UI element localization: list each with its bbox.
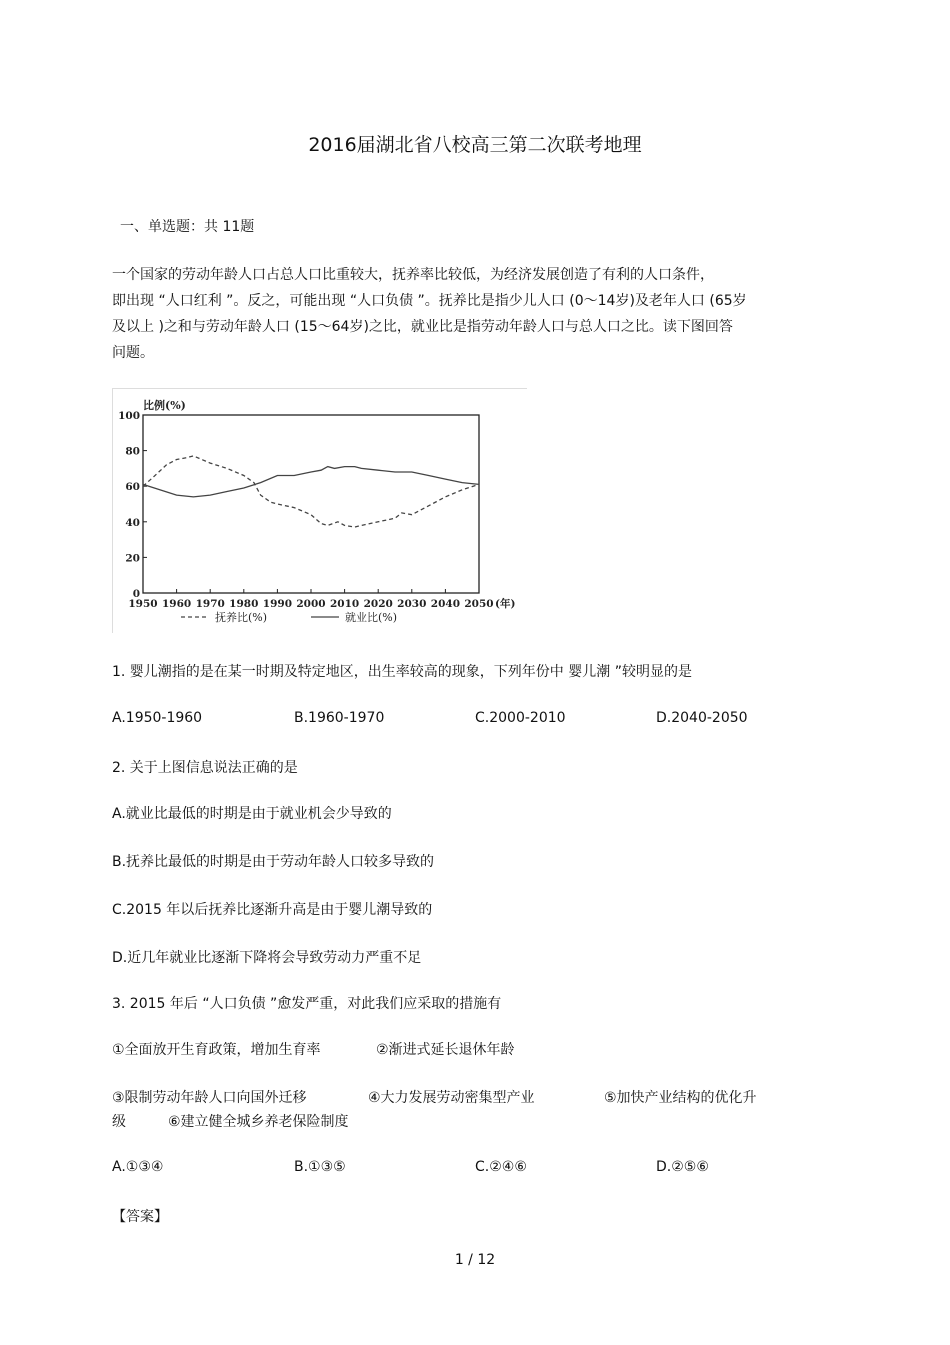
y-axis-label: 比例(%) [143,399,186,412]
y-tick-label: 20 [125,552,140,565]
q3-item-5: ⑤加快产业结构的优化升 [604,1090,757,1106]
x-tick-label: 2000 [296,598,326,610]
page-number: 1 / 12 [454,1252,496,1268]
q3-option-c: C.②④⑥ [475,1159,527,1175]
x-tick-label: 2030 [397,598,427,610]
document-title: 2016届湖北省八校高三第二次联考地理 [308,134,642,156]
section-heading: 一、单选题：共 11题 [120,219,255,235]
q3-item-5-cont: 级 [112,1114,126,1130]
legend-label-2: 就业比(%) [345,611,398,624]
x-axis-label: (年) [495,598,516,610]
x-tick-label: 1970 [195,598,225,610]
y-tick-label: 0 [132,588,140,600]
x-tick-label: 1980 [229,598,259,610]
q3-item-4: ④大力发展劳动密集型产业 [368,1090,535,1106]
x-tick-label: 2020 [363,598,393,610]
x-tick-label: 1960 [161,598,192,610]
q3-item-2: ②渐进式延长退休年龄 [376,1042,515,1058]
legend-label-1: 抚养比(%) [215,611,268,624]
question-3-stem: 3. 2015 年后 “人口负债 ”愈发严重，对此我们应采取的措施有 [112,996,502,1012]
q3-option-b: B.①③⑤ [294,1159,346,1175]
q2-option-a: A.就业比最低的时期是由于就业机会少导致的 [112,806,392,822]
q2-option-c: C.2015 年以后抚养比逐渐升高是由于婴儿潮导致的 [112,902,433,918]
intro-line: 一个国家的劳动年龄人口占总人口比重较大，抚养率比较低，为经济发展创造了有利的人口条件， [112,267,714,283]
chart-svg [113,389,527,633]
q3-items-line-3 [112,1111,872,1131]
series-line-1 [143,456,479,527]
series-line-2 [143,467,479,497]
q1-option-a: A.1950-1960 [112,710,203,726]
q1-option-b: B.1960-1970 [294,710,385,726]
x-tick-label: 2050 [464,598,494,610]
answer-label: 【答案】 [112,1209,168,1225]
q1-option-d: D.2040-2050 [656,710,748,726]
intro-line: 及以上 )之和与劳动年龄人口 (15～64岁)之比，就业比是指劳动年龄人口与总人口之比。读下图回答 [112,319,733,335]
y-tick-label: 40 [125,516,140,529]
intro-paragraph [112,262,852,366]
question-3-options [112,1159,872,1179]
x-tick-label: 2040 [430,598,461,610]
question-1-stem: 1. 婴儿潮指的是在某一时期及特定地区，出生率较高的现象，下列年份中 婴儿潮 ”较明显的是 [112,664,692,680]
intro-line: 即出现 “人口红利 ”。反之，可能出现 “人口负债 ”。抚养比是指少儿人口 (0～14岁)及老年人口 (65岁 [112,293,747,309]
q2-option-b: B.抚养比最低的时期是由于劳动年龄人口较多导致的 [112,854,435,870]
y-tick-label: 100 [118,410,140,422]
x-tick-label: 1950 [128,598,158,610]
intro-line: 问题。 [112,345,154,361]
q3-items-line-2 [112,1087,872,1107]
q2-option-d: D.近几年就业比逐渐下降将会导致劳动力严重不足 [112,950,422,966]
y-tick-label: 60 [125,481,140,494]
plot-frame [143,415,479,593]
q3-item-1: ①全面放开生育政策，增加生育率 [112,1042,321,1058]
x-tick-label: 2010 [329,598,360,610]
q3-option-a: A.①③④ [112,1159,164,1175]
q3-items-line-1 [112,1039,872,1059]
question-1-options [112,710,872,730]
y-tick-label: 80 [125,445,140,458]
q1-option-c: C.2000-2010 [475,710,566,726]
x-tick-label: 1990 [262,598,293,610]
q3-option-d: D.②⑤⑥ [656,1159,709,1175]
question-2-stem: 2. 关于上图信息说法正确的是 [112,760,298,776]
population-ratio-chart [112,388,527,633]
q3-item-6: ⑥建立健全城乡养老保险制度 [168,1114,349,1130]
q3-item-3: ③限制劳动年龄人口向国外迁移 [112,1090,307,1106]
